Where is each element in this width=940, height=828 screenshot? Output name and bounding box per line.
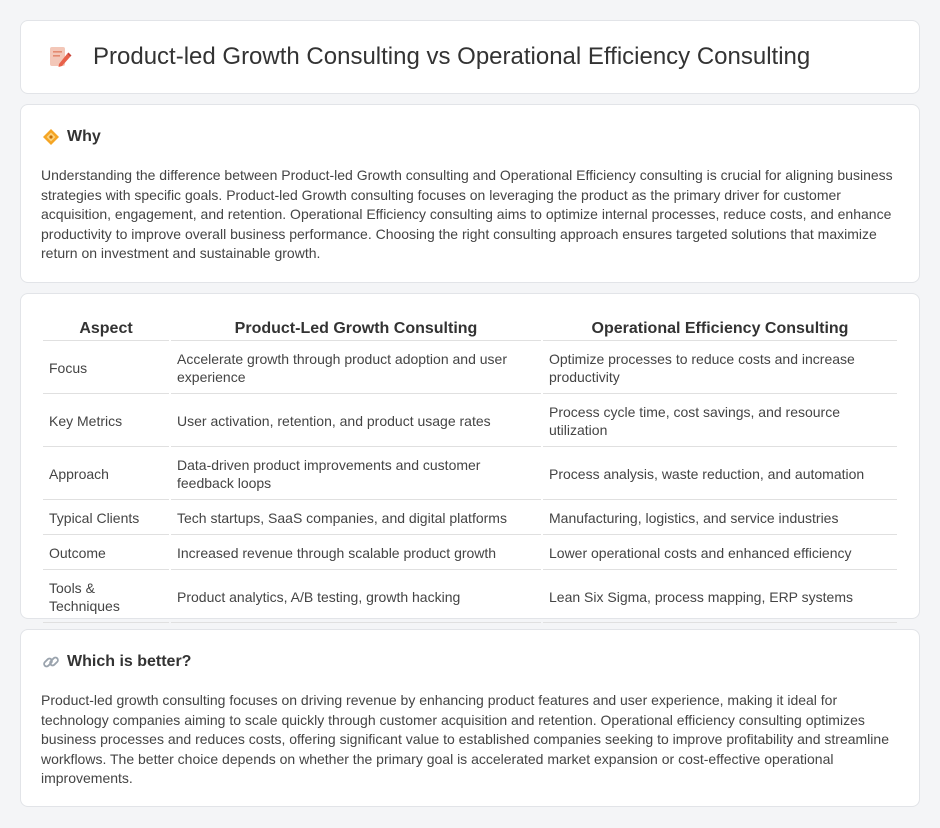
table-row: [43, 396, 897, 447]
why-title: Why: [67, 128, 101, 145]
plg-cell: Increased revenue through scalable product growth: [171, 537, 541, 570]
plg-cell: Accelerate growth through product adoption and user experience: [171, 343, 541, 394]
which-paragraph: Product-led growth consulting focuses on driving revenue by enhancing product features and user experience, making it ideal for technology companies aiming to scale quickly through customer acquisition and retention. Operational efficiency consulting optimizes business processes and reduces costs, offering significant value to established companies seeking to improve profitability and streamline workflows. The better choice depends on whether the primary goal is accelerated market expansion or cost-effective operational improvements.: [41, 692, 889, 787]
why-section: [20, 104, 920, 283]
plg-cell: Data-driven product improvements and customer feedback loops: [171, 449, 541, 500]
header-aspect: Aspect: [43, 316, 169, 341]
header-product-led-growth: Product-Led Growth Consulting: [171, 316, 541, 341]
comparison-section: [20, 293, 920, 619]
aspect-cell: Tools & Techniques: [43, 572, 169, 623]
which-heading: [41, 652, 899, 672]
table-header-row: [43, 316, 897, 341]
aspect-cell: Key Metrics: [43, 396, 169, 447]
table-row: [43, 572, 897, 623]
plg-cell: User activation, retention, and product usage rates: [171, 396, 541, 447]
oe-cell: Lower operational costs and enhanced efficiency: [543, 537, 897, 570]
document-pencil-icon: [45, 43, 73, 71]
header-card: [20, 20, 920, 94]
plg-cell: Tech startups, SaaS companies, and digital platforms: [171, 502, 541, 535]
oe-cell: Optimize processes to reduce costs and increase productivity: [543, 343, 897, 394]
table-row: [43, 343, 897, 394]
which-title: Which is better?: [67, 653, 192, 670]
which-section: [20, 629, 920, 807]
aspect-cell: Approach: [43, 449, 169, 500]
why-heading: [41, 127, 899, 147]
table-row: [43, 537, 897, 570]
table-row: [43, 502, 897, 535]
plg-cell: Product analytics, A/B testing, growth hacking: [171, 572, 541, 623]
oe-cell: Lean Six Sigma, process mapping, ERP systems: [543, 572, 897, 623]
diamond-icon: [41, 127, 61, 147]
page-title: Product-led Growth Consulting vs Operational Efficiency Consulting: [93, 43, 811, 70]
link-icon: [41, 652, 61, 672]
aspect-cell: Typical Clients: [43, 502, 169, 535]
comparison-table: [41, 314, 899, 625]
why-paragraph: Understanding the difference between Product-led Growth consulting and Operational Efficiency consulting is crucial for aligning business strategies with specific goals. Product-led Growth consulting focuses on leveraging the product as the primary driver for customer acquisition, engagement, and retention. Operational Efficiency consulting aims to optimize internal processes, reduce costs, and enhance productivity to improve overall business performance. Choosing the right consulting approach ensures targeted solutions that maximize return on investment and sustainable growth.: [41, 167, 893, 262]
header-operational-efficiency: Operational Efficiency Consulting: [543, 316, 897, 341]
aspect-cell: Outcome: [43, 537, 169, 570]
oe-cell: Process analysis, waste reduction, and automation: [543, 449, 897, 500]
oe-cell: Manufacturing, logistics, and service industries: [543, 502, 897, 535]
oe-cell: Process cycle time, cost savings, and resource utilization: [543, 396, 897, 447]
table-row: [43, 449, 897, 500]
aspect-cell: Focus: [43, 343, 169, 394]
